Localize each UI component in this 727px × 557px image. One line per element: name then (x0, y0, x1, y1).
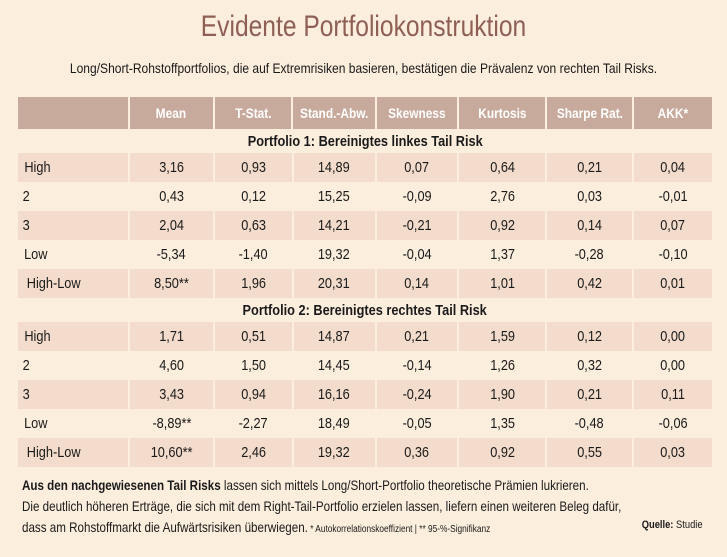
table-cell: -0,04 (375, 240, 457, 269)
table-cell: 19,32 (292, 438, 375, 467)
source-credit: Quelle: Studie (642, 519, 703, 531)
table-cell: 14,21 (292, 211, 375, 240)
table-row (18, 182, 712, 211)
table-cell: -0,05 (375, 409, 457, 438)
header-cell-skewness: Skewness (375, 97, 457, 129)
table-cell: -8,89** (128, 409, 213, 438)
table-cell: 1,96 (213, 269, 291, 298)
table-cell: 1,50 (213, 351, 291, 380)
table-cell: 3,16 (128, 153, 213, 182)
table-cell: 0,07 (375, 153, 457, 182)
row-label: Low (24, 415, 48, 432)
table-cell: 1,59 (457, 322, 545, 351)
row-label: Low (24, 246, 48, 263)
header-cell-kurtosis: Kurtosis (457, 97, 545, 129)
table-cell: 0,42 (545, 269, 631, 298)
table-cell: 1,37 (457, 240, 545, 269)
footer-line-1: Aus den nachgewiesenen Tail Risks lassen sich mittels Long/Short-Portfolio theoretische Prämien lukrieren. (22, 477, 589, 493)
table-cell: 0,14 (375, 269, 457, 298)
page-subtitle: Long/Short-Rohstoffportfolios, die auf Extremrisiken basieren, bestätigen die Prävalenz von rechten Tail Risks. (69, 60, 658, 76)
table-header-row (18, 97, 712, 129)
table-cell: 0,03 (632, 438, 712, 467)
table-cell: 14,87 (292, 322, 375, 351)
section-title: Portfolio 1: Bereinigtes linkes Tail Risk (18, 129, 712, 153)
table-cell: 2,46 (213, 438, 291, 467)
footnote: * Autokorrelationskoeffizient | ** 95-%-Signifikanz (307, 524, 491, 535)
footer-line-2: Die deutlich höheren Erträge, die sich mit dem Right-Tail-Portfolio erzielen lassen, liefern einen weiteren Beleg dafür, (22, 498, 622, 514)
table-cell: 0,64 (457, 153, 545, 182)
header-cell-sharpe-ratio: Sharpe Rat. (545, 97, 631, 129)
header-cell (18, 97, 128, 129)
table-cell: -1,40 (213, 240, 291, 269)
table-row (18, 211, 712, 240)
table-cell: 0,92 (457, 211, 545, 240)
table-cell: -0,06 (632, 409, 712, 438)
table-row (18, 153, 712, 182)
table-cell: 0,43 (128, 182, 213, 211)
row-label: 3 (22, 217, 30, 234)
table-cell: -0,28 (545, 240, 631, 269)
table-cell: -0,10 (632, 240, 712, 269)
row-label: High-Low (26, 444, 81, 461)
table-cell: -0,14 (375, 351, 457, 380)
table-body (18, 129, 712, 467)
table-cell: 19,32 (292, 240, 375, 269)
table-cell: 0,92 (457, 438, 545, 467)
table-cell: 0,63 (213, 211, 291, 240)
table-cell: 8,50** (128, 269, 213, 298)
table-cell: 0,36 (375, 438, 457, 467)
table-cell: -0,48 (545, 409, 631, 438)
table-cell: 0,12 (213, 182, 291, 211)
table-cell: 0,94 (213, 380, 291, 409)
table-cell: 2,04 (128, 211, 213, 240)
table-cell: 0,11 (632, 380, 712, 409)
row-label: 3 (22, 386, 30, 403)
table-cell: 1,26 (457, 351, 545, 380)
row-label: High-Low (26, 275, 81, 292)
table-row (18, 351, 712, 380)
table-cell: 0,12 (545, 322, 631, 351)
table-cell: 1,71 (128, 322, 213, 351)
table-cell: 0,04 (632, 153, 712, 182)
data-table (18, 97, 712, 467)
table-cell: 16,16 (292, 380, 375, 409)
footer-text (22, 475, 712, 540)
table-cell: 3,43 (128, 380, 213, 409)
table-cell: 0,07 (632, 211, 712, 240)
table-cell: 0,51 (213, 322, 291, 351)
table-cell: -0,01 (632, 182, 712, 211)
table-cell: 0,21 (545, 380, 631, 409)
header-cell-std-dev: Stand.-Abw. (291, 97, 374, 129)
footer-line-3: dass am Rohstoffmarkt die Aufwärtsrisiken überwiegen. * Autokorrelationskoeffizient | ** 95-%-Signifikanz (22, 519, 491, 535)
section-title: Portfolio 2: Bereinigtes rechtes Tail Risk (18, 298, 712, 322)
table-row (18, 322, 712, 351)
footer-bold-lead: Aus den nachgewiesenen Tail Risks (22, 477, 221, 493)
table-cell: -0,21 (375, 211, 457, 240)
table-row (18, 438, 712, 467)
table-cell: 2,76 (457, 182, 545, 211)
table-cell: 1,01 (457, 269, 545, 298)
table-cell: 14,89 (292, 153, 375, 182)
header-cell-t-stat: T-Stat. (213, 97, 291, 129)
row-label: High (24, 159, 51, 176)
table-cell: 0,00 (632, 322, 712, 351)
table-cell: 0,03 (545, 182, 631, 211)
table-row (18, 380, 712, 409)
table-cell: -0,24 (375, 380, 457, 409)
row-label: 2 (22, 357, 30, 374)
table-cell: 20,31 (292, 269, 375, 298)
table-row (18, 269, 712, 298)
table-cell: -2,27 (213, 409, 291, 438)
page-title: Evidente Portfoliokonstruktion (200, 10, 527, 43)
table-cell: -0,09 (375, 182, 457, 211)
table-cell: 0,01 (632, 269, 712, 298)
table-cell: -5,34 (128, 240, 213, 269)
table-cell: 0,55 (545, 438, 631, 467)
row-label: 2 (22, 188, 30, 205)
table-cell: 1,90 (457, 380, 545, 409)
row-label: High (24, 328, 51, 345)
table-cell: 18,49 (292, 409, 375, 438)
header-cell-mean: Mean (128, 97, 213, 129)
table-cell: 15,25 (292, 182, 375, 211)
table-cell: 0,00 (632, 351, 712, 380)
table-cell: 14,45 (292, 351, 375, 380)
table-cell: 1,35 (457, 409, 545, 438)
header-cell-akk: AKK* (632, 97, 712, 129)
table-cell: 4,60 (128, 351, 213, 380)
table-cell: 10,60** (128, 438, 213, 467)
table-cell: 0,14 (545, 211, 631, 240)
table-cell: 0,21 (375, 322, 457, 351)
table-cell: 0,21 (545, 153, 631, 182)
table-row (18, 409, 712, 438)
table-cell: 0,32 (545, 351, 631, 380)
table-row (18, 240, 712, 269)
table-cell: 0,93 (213, 153, 291, 182)
